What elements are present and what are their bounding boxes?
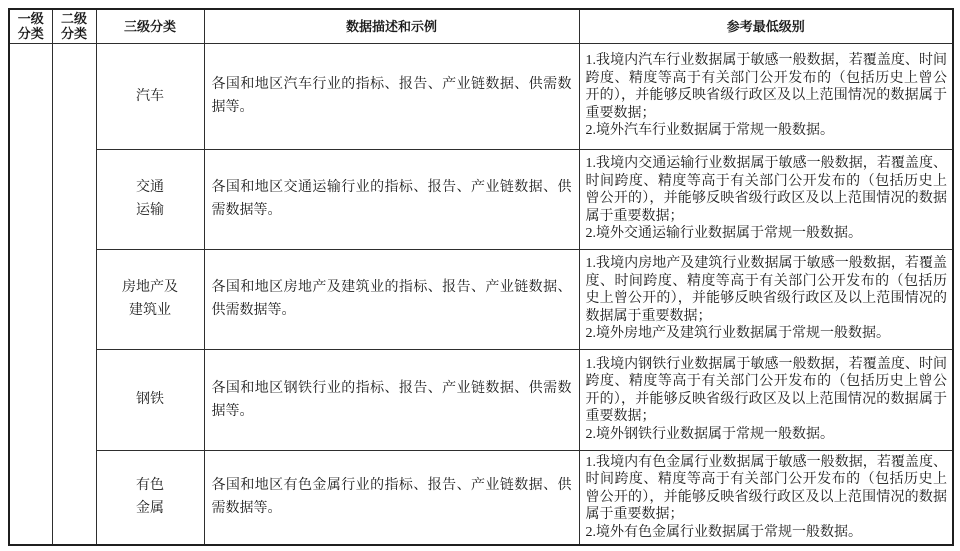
table-row-automobile xyxy=(9,43,953,149)
table-row-real-estate-construction xyxy=(9,249,953,349)
header-level3: 三级分类 xyxy=(96,9,204,43)
min-level-cell-steel: 1.我境内钢铁行业数据属于敏感一般数据，若覆盖度、时间跨度、精度等高于有关部门公开发布的（包括历史上曾公开的），并能够反映省级行政区及以上范围情况的数据属于重要数据； 2.境外钢铁行业数据属于常规一般数据。 xyxy=(579,349,953,450)
level2-merged-cell xyxy=(52,43,96,545)
min-level-cell-automobile: 1.我境内汽车行业数据属于敏感一般数据，若覆盖度、时间跨度、精度等高于有关部门公开发布的（包括历史上曾公开的），并能够反映省级行政区及以上范围情况的数据属于重要数据； 2.境外汽车行业数据属于常规一般数据。 xyxy=(579,43,953,149)
header-level1: 一级 分类 xyxy=(9,9,52,43)
min-level-cell-real-estate-construction: 1.我境内房地产及建筑行业数据属于敏感一般数据，若覆盖度、时间跨度、精度等高于有关部门公开发布的（包括历史上曾公开的），并能够反映省级行政区及以上范围情况的数据属于重要数据； 2.境外房地产及建筑行业数据属于常规一般数据。 xyxy=(579,249,953,349)
level3-cell-nonferrous-metals: 有色 金属 xyxy=(96,450,204,545)
table-row-steel xyxy=(9,349,953,450)
description-cell-real-estate-construction: 各国和地区房地产及建筑业的指标、报告、产业链数据、供需数据等。 xyxy=(204,249,579,349)
description-cell-automobile: 各国和地区汽车行业的指标、报告、产业链数据、供需数据等。 xyxy=(204,43,579,149)
header-min-level: 参考最低级别 xyxy=(579,9,953,43)
level3-cell-steel: 钢铁 xyxy=(96,349,204,450)
level3-cell-real-estate-construction: 房地产及 建筑业 xyxy=(96,249,204,349)
table-row-nonferrous-metals xyxy=(9,450,953,545)
header-row xyxy=(9,9,953,43)
header-description: 数据描述和示例 xyxy=(204,9,579,43)
level3-cell-transportation: 交通 运输 xyxy=(96,149,204,249)
min-level-cell-transportation: 1.我境内交通运输行业数据属于敏感一般数据，若覆盖度、时间跨度、精度等高于有关部门公开发布的（包括历史上曾公开的），并能够反映省级行政区及以上范围情况的数据属于重要数据； 2.境外交通运输行业数据属于常规一般数据。 xyxy=(579,149,953,249)
min-level-cell-nonferrous-metals: 1.我境内有色金属行业数据属于敏感一般数据，若覆盖度、时间跨度、精度等高于有关部门公开发布的（包括历史上曾公开的），并能够反映省级行政区及以上范围情况的数据属于重要数据； 2.境外有色金属行业数据属于常规一般数据。 xyxy=(579,450,953,545)
level1-merged-cell xyxy=(9,43,52,545)
description-cell-transportation: 各国和地区交通运输行业的指标、报告、产业链数据、供需数据等。 xyxy=(204,149,579,249)
data-classification-table xyxy=(8,8,954,546)
description-cell-steel: 各国和地区钢铁行业的指标、报告、产业链数据、供需数据等。 xyxy=(204,349,579,450)
header-level2: 二级 分类 xyxy=(52,9,96,43)
table-row-transportation xyxy=(9,149,953,249)
level3-cell-automobile: 汽车 xyxy=(96,43,204,149)
description-cell-nonferrous-metals: 各国和地区有色金属行业的指标、报告、产业链数据、供需数据等。 xyxy=(204,450,579,545)
